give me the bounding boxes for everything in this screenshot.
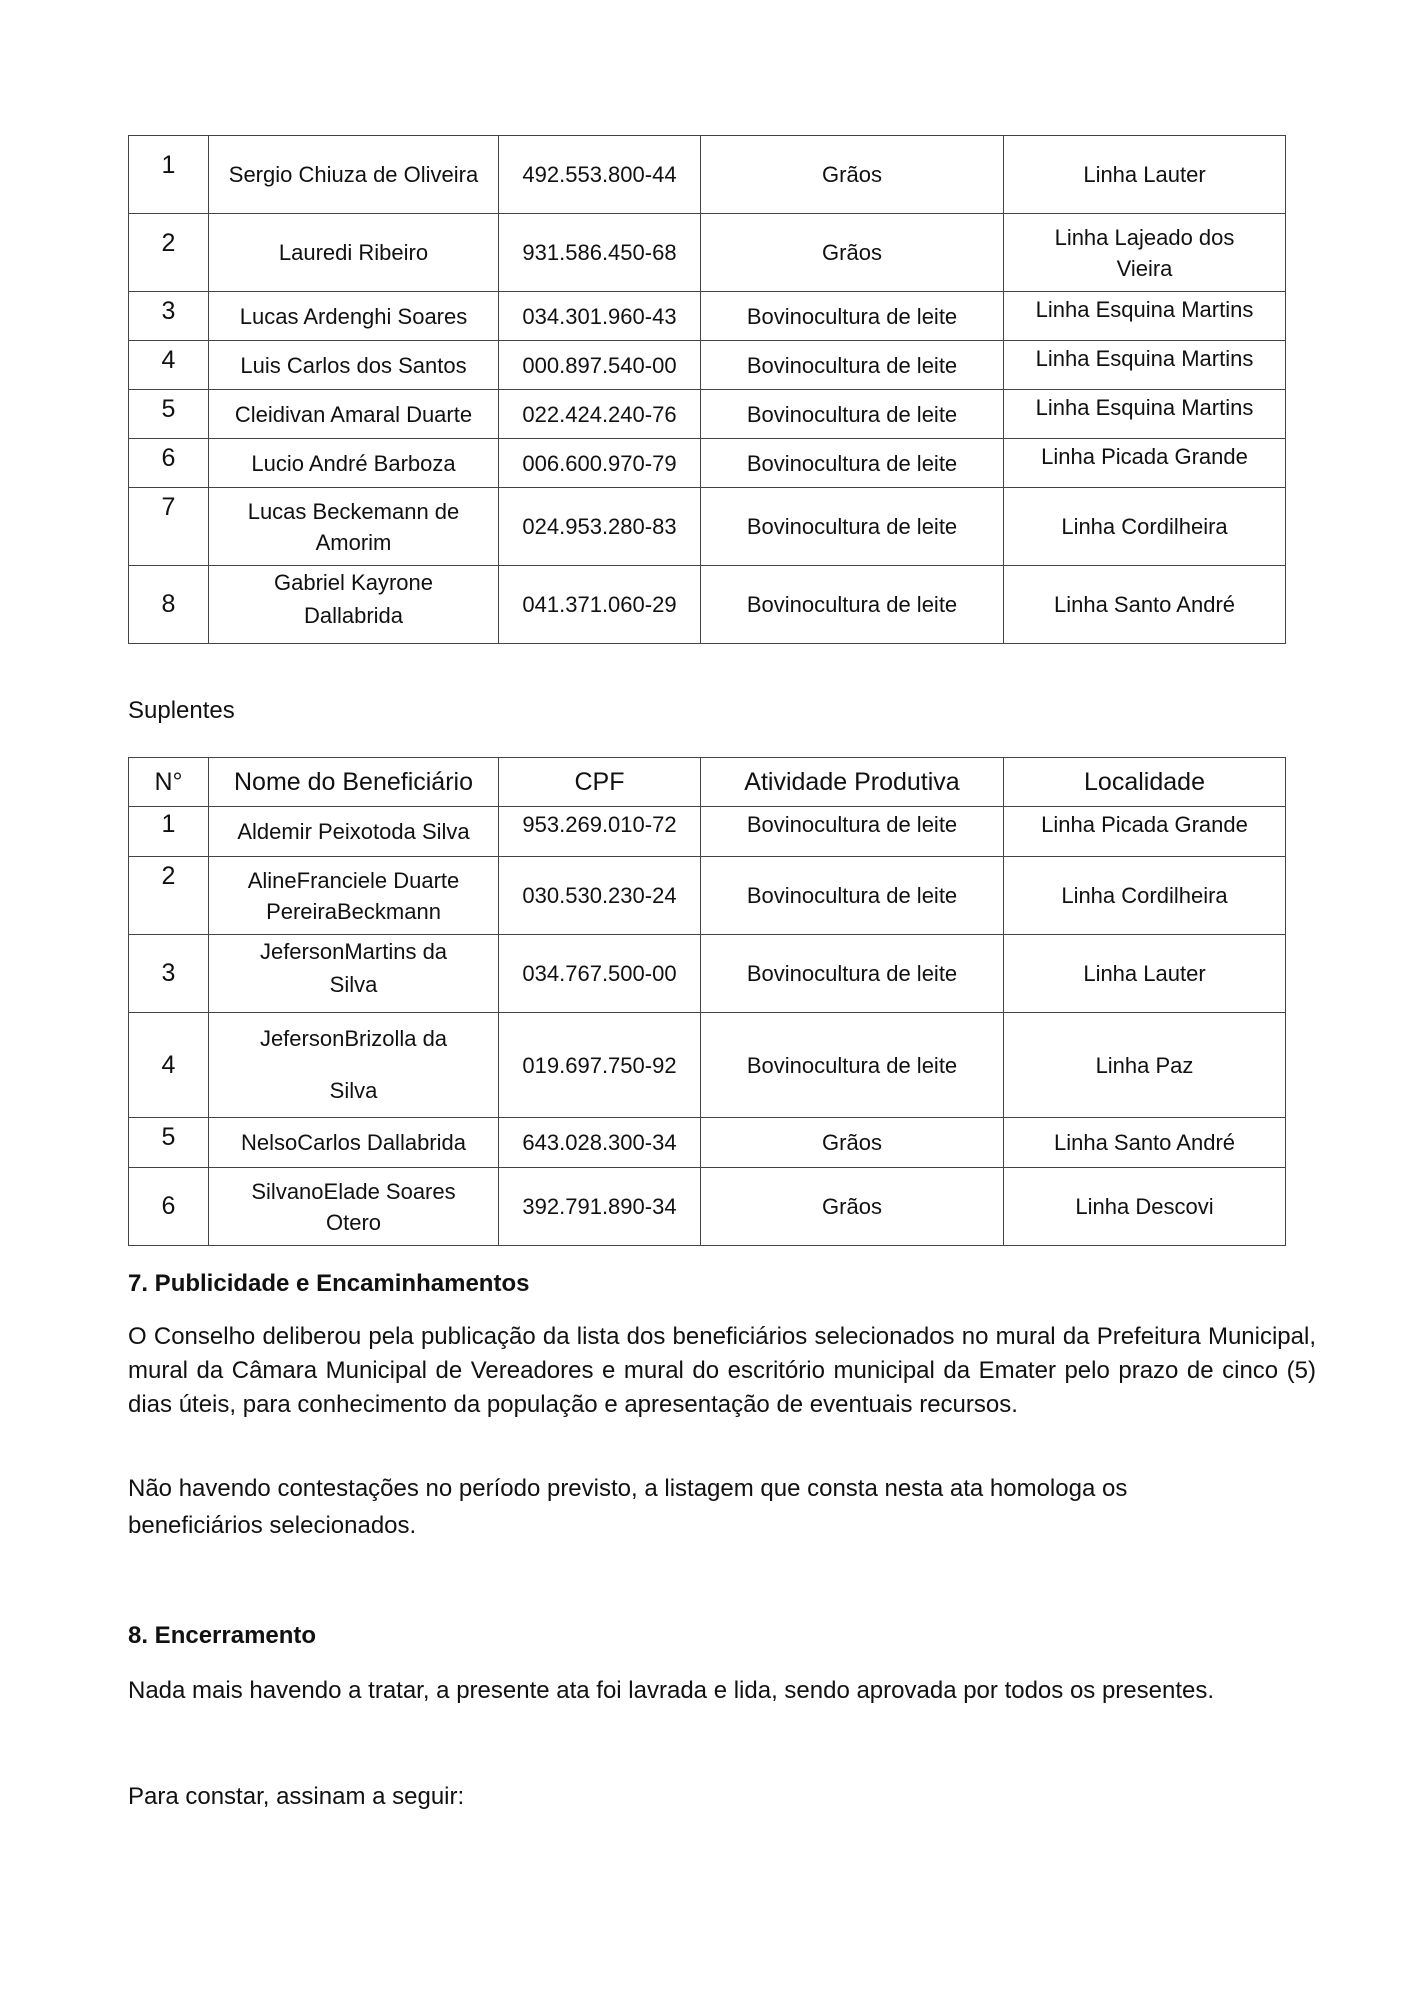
beneficiary-locality: Linha Lajeado dos Vieira [1004, 214, 1286, 292]
row-number: 4 [129, 1013, 209, 1118]
beneficiary-locality: Linha Picada Grande [1004, 807, 1286, 857]
beneficiary-activity: Grãos [701, 136, 1004, 214]
row-number: 6 [129, 1168, 209, 1246]
table-row [129, 439, 1286, 488]
row-number: 6 [129, 439, 209, 488]
beneficiary-activity: Grãos [701, 214, 1004, 292]
table-row [129, 1013, 1286, 1118]
beneficiary-name: Lucas Ardenghi Soares [209, 292, 499, 341]
beneficiary-locality: Linha Esquina Martins [1004, 390, 1286, 439]
beneficiary-locality: Linha Esquina Martins [1004, 292, 1286, 341]
beneficiary-cpf: 019.697.750-92 [499, 1013, 701, 1118]
beneficiary-cpf: 030.530.230-24 [499, 857, 701, 935]
beneficiaries-table [128, 135, 1286, 644]
beneficiary-name: JefersonMartins da Silva [209, 935, 499, 1013]
table-row [129, 136, 1286, 214]
beneficiary-cpf: 041.371.060-29 [499, 566, 701, 644]
section-8-paragraph-1: Nada mais havendo a tratar, a presente ata foi lavrada e lida, sendo aprovada por todos os presentes. [128, 1677, 1215, 1704]
beneficiary-cpf: 931.586.450-68 [499, 214, 701, 292]
beneficiary-name: Aldemir Peixotoda Silva [209, 807, 499, 857]
section-7-paragraph-2: Não havendo contestações no período previsto, a listagem que consta nesta ata homologa os beneficiários selecionados. [128, 1475, 1128, 1539]
row-number: 4 [129, 341, 209, 390]
beneficiary-locality: Linha Cordilheira [1004, 488, 1286, 566]
beneficiary-name: SilvanoElade Soares Otero [209, 1168, 499, 1246]
row-number: 5 [129, 390, 209, 439]
beneficiary-activity: Bovinocultura de leite [701, 807, 1004, 857]
beneficiary-cpf: 953.269.010-72 [499, 807, 701, 857]
beneficiary-activity: Bovinocultura de leite [701, 390, 1004, 439]
beneficiary-locality: Linha Santo André [1004, 566, 1286, 644]
beneficiary-locality: Linha Picada Grande [1004, 439, 1286, 488]
table-row [129, 341, 1286, 390]
header-activity: Atividade Produtiva [701, 758, 1004, 807]
table-row [129, 1168, 1286, 1246]
section-8-paragraph-2: Para constar, assinam a seguir: [128, 1783, 465, 1810]
section-8-title: 8. Encerramento [128, 1622, 317, 1649]
beneficiary-cpf: 024.953.280-83 [499, 488, 701, 566]
section-7-paragraph-1: O Conselho deliberou pela publicação da lista dos beneficiários selecionados no mural da Prefeitura Municipal, mural da Câmara Municipal de Vereadores e mural do escritório municipal da Emater pelo prazo de cinco (5) dias úteis, para conhecimento da população e apresentação de eventuais recursos. [128, 1323, 1316, 1418]
beneficiary-name: Lucas Beckemann de Amorim [209, 488, 499, 566]
beneficiary-cpf: 022.424.240-76 [499, 390, 701, 439]
beneficiary-name: Cleidivan Amaral Duarte [209, 390, 499, 439]
table-row [129, 488, 1286, 566]
section-7-title: 7. Publicidade e Encaminhamentos [128, 1270, 530, 1297]
beneficiary-locality: Linha Lauter [1004, 935, 1286, 1013]
row-number: 7 [129, 488, 209, 566]
table-row [129, 807, 1286, 857]
beneficiary-name: Luis Carlos dos Santos [209, 341, 499, 390]
beneficiary-name: NelsoCarlos Dallabrida [209, 1118, 499, 1168]
beneficiary-name: Gabriel Kayrone Dallabrida [209, 566, 499, 644]
suplentes-label: Suplentes [128, 697, 235, 724]
row-number: 1 [129, 807, 209, 857]
table-row [129, 292, 1286, 341]
beneficiary-locality: Linha Santo André [1004, 1118, 1286, 1168]
beneficiary-cpf: 006.600.970-79 [499, 439, 701, 488]
header-locality: Localidade [1004, 758, 1286, 807]
beneficiary-name: JefersonBrizolla da Silva [209, 1013, 499, 1118]
row-number: 2 [129, 857, 209, 935]
beneficiary-activity: Bovinocultura de leite [701, 566, 1004, 644]
table-row [129, 566, 1286, 644]
suplentes-table [128, 757, 1286, 1246]
beneficiary-activity: Bovinocultura de leite [701, 341, 1004, 390]
beneficiary-activity: Bovinocultura de leite [701, 292, 1004, 341]
beneficiary-name: Lauredi Ribeiro [209, 214, 499, 292]
beneficiary-activity: Grãos [701, 1168, 1004, 1246]
beneficiary-locality: Linha Paz [1004, 1013, 1286, 1118]
beneficiary-name: Lucio André Barboza [209, 439, 499, 488]
beneficiary-cpf: 034.767.500-00 [499, 935, 701, 1013]
table-row [129, 857, 1286, 935]
beneficiary-cpf: 392.791.890-34 [499, 1168, 701, 1246]
beneficiary-activity: Bovinocultura de leite [701, 1013, 1004, 1118]
beneficiary-cpf: 034.301.960-43 [499, 292, 701, 341]
table-row [129, 935, 1286, 1013]
table-row [129, 390, 1286, 439]
header-number: N° [129, 758, 209, 807]
row-number: 3 [129, 935, 209, 1013]
table-row [129, 1118, 1286, 1168]
beneficiary-activity: Bovinocultura de leite [701, 857, 1004, 935]
beneficiary-activity: Grãos [701, 1118, 1004, 1168]
table-header-row [129, 758, 1286, 807]
row-number: 8 [129, 566, 209, 644]
beneficiary-locality: Linha Cordilheira [1004, 857, 1286, 935]
beneficiary-activity: Bovinocultura de leite [701, 488, 1004, 566]
table-row [129, 214, 1286, 292]
header-cpf: CPF [499, 758, 701, 807]
beneficiary-locality: Linha Lauter [1004, 136, 1286, 214]
beneficiary-activity: Bovinocultura de leite [701, 439, 1004, 488]
row-number: 2 [129, 214, 209, 292]
row-number: 1 [129, 136, 209, 214]
beneficiary-name: Sergio Chiuza de Oliveira [209, 136, 499, 214]
beneficiary-name: AlineFranciele Duarte PereiraBeckmann [209, 857, 499, 935]
beneficiary-activity: Bovinocultura de leite [701, 935, 1004, 1013]
beneficiary-cpf: 000.897.540-00 [499, 341, 701, 390]
beneficiary-locality: Linha Esquina Martins [1004, 341, 1286, 390]
beneficiary-cpf: 492.553.800-44 [499, 136, 701, 214]
beneficiary-locality: Linha Descovi [1004, 1168, 1286, 1246]
beneficiary-cpf: 643.028.300-34 [499, 1118, 701, 1168]
row-number: 5 [129, 1118, 209, 1168]
header-name: Nome do Beneficiário [209, 758, 499, 807]
row-number: 3 [129, 292, 209, 341]
